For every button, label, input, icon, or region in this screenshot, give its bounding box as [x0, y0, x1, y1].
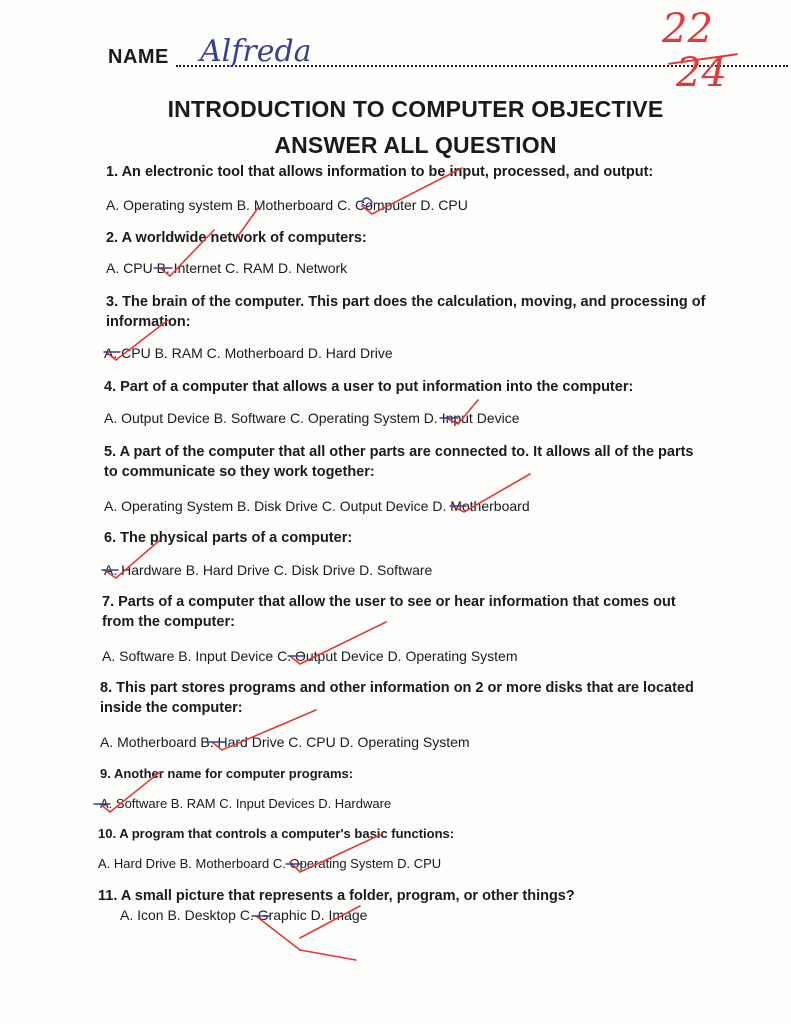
question-6: 6. The physical parts of a computer:: [104, 530, 353, 546]
answer-options-6: A. Hardware B. Hard Drive C. Disk Drive D. Software: [104, 562, 433, 578]
answer-options-2: A. CPU B. Internet C. RAM D. Network: [106, 260, 348, 276]
question-9: 9. Another name for computer programs:: [100, 766, 354, 781]
answer-options-3: A. CPU B. RAM C. Motherboard D. Hard Drive: [104, 345, 393, 361]
answer-options-7: A. Software B. Input Device C. Output Device D. Operating System: [102, 648, 518, 664]
answer-options-10: A. Hard Drive B. Motherboard C. Operating System D. CPU: [98, 856, 442, 871]
answer-options-9: A. Software B. RAM C. Input Devices D. Hardware: [100, 796, 392, 811]
score-earned: 22: [662, 6, 713, 52]
answer-options-8: A. Motherboard B. Hard Drive C. CPU D. Operating System: [100, 734, 470, 750]
question-10: 10. A program that controls a computer's basic functions:: [98, 826, 455, 841]
answer-options-4: A. Output Device B. Software C. Operating System D. Input Device: [104, 410, 520, 426]
question-2: 2. A worldwide network of computers:: [106, 230, 367, 246]
name-row: [108, 34, 688, 78]
worksheet-subtitle: ANSWER ALL QUESTION: [274, 132, 557, 158]
name-label: NAME: [108, 46, 169, 68]
question-1: 1. An electronic tool that allows information to be input, processed, and output:: [106, 164, 654, 180]
question-5: 5. A part of the computer that all other parts are connected to. It allows all of the parts to communicate so they work together:: [104, 444, 694, 480]
question-7: 7. Parts of a computer that allow the user to see or hear information that comes out from the computer:: [102, 594, 676, 630]
answer-options-11: A. Icon B. Desktop C. Graphic D. Image: [120, 907, 368, 923]
question-8: 8. This part stores programs and other information on 2 or more disks that are located inside the computer:: [100, 680, 694, 716]
answer-options-1: A. Operating system B. Motherboard C. Computer D. CPU: [106, 197, 468, 213]
student-name-handwritten: Alfreda: [200, 34, 312, 69]
worksheet-title: INTRODUCTION TO COMPUTER OBJECTIVE: [167, 96, 664, 122]
answer-options-5: A. Operating System B. Disk Drive C. Output Device D. Motherboard: [104, 498, 530, 514]
score-total: 24: [676, 50, 727, 96]
question-3: 3. The brain of the computer. This part does the calculation, moving, and processing of information:: [106, 294, 706, 330]
question-11: 11. A small picture that represents a folder, program, or other things?: [98, 888, 575, 904]
question-4: 4. Part of a computer that allows a user to put information into the computer:: [104, 379, 634, 395]
